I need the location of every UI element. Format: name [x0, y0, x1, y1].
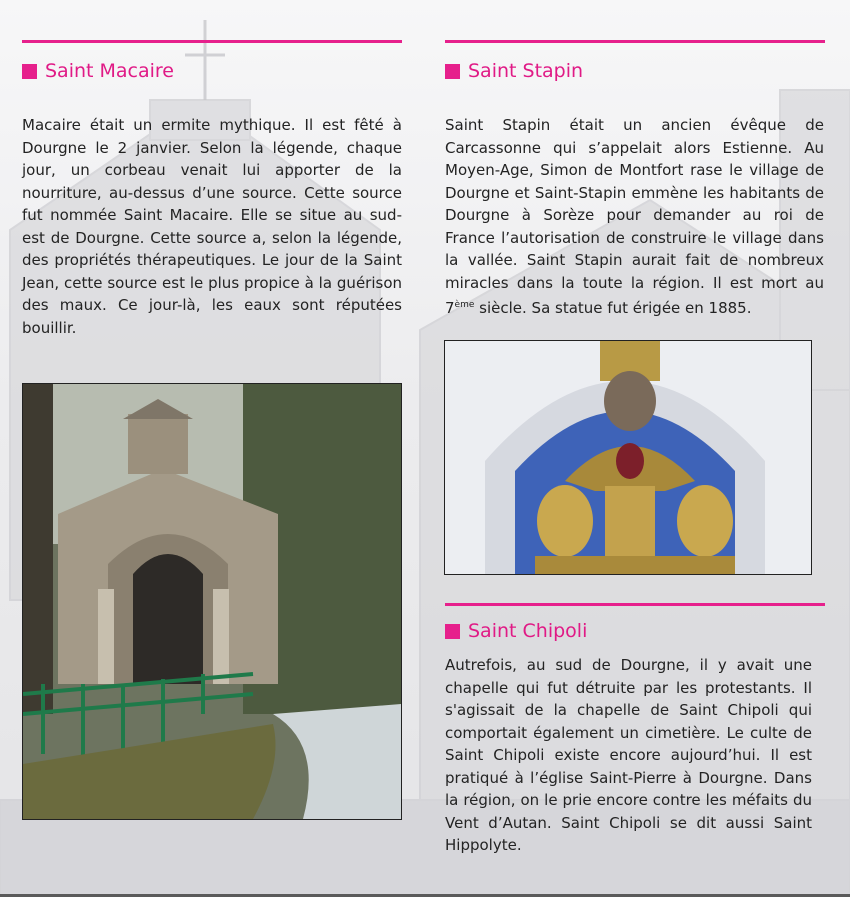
heading-text: Saint Chipoli	[468, 620, 588, 642]
paragraph-text: Saint Stapin était un ancien évêque de Carcassonne qui s’appelait alors Estienne. Au Moyen-Age, Simon de Montfort rase le village de Dourgne et Saint-Stapin emmène les habitants de Dourgne à Sorèze pour demander au roi de France l’autorisation de construire le village dans la vallée. Saint Stapin aurait fait de nombreux miracles dans la toute la région. Il est mort au 7	[445, 116, 824, 317]
heading-saint-macaire	[22, 60, 174, 82]
paragraph-text-end: siècle. Sa statue fut érigée en 1885.	[474, 299, 752, 317]
heading-square-icon	[445, 624, 460, 639]
superscript-ordinal: ème	[454, 300, 475, 310]
right-bottom-heading-rule	[445, 603, 825, 606]
paragraph-saint-macaire: Macaire était un ermite mythique. Il est fêté à Dourgne le 2 janvier. Selon la légende, chaque jour, un corbeau venait lui apporter de la nourriture, au-dessus d’une source. Cette source fut nommée Saint Macaire. Elle se situe au sud-est de Dourgne. Cette source a, selon la légende, des propriétés thérapeutiques. Le jour de la Saint Jean, cette source est le plus propice à la guérison des maux. Ce jour-là, les eaux sont réputées bouillir.	[22, 116, 402, 337]
heading-square-icon	[22, 64, 37, 79]
heading-square-icon	[445, 64, 460, 79]
heading-text: Saint Macaire	[45, 60, 175, 82]
paragraph-saint-stapin	[445, 114, 824, 320]
statue-illustration	[445, 341, 811, 574]
right-top-heading-rule	[445, 40, 825, 43]
chapel-illustration	[23, 384, 401, 819]
heading-saint-stapin	[445, 60, 583, 82]
heading-text: Saint Stapin	[468, 60, 584, 82]
photo-statue-saint-stapin	[444, 340, 812, 575]
left-heading-rule	[22, 40, 402, 43]
photo-chapelle-saint-macaire	[22, 383, 402, 820]
paragraph-saint-chipoli: Autrefois, au sud de Dourgne, il y avait une chapelle qui fut détruite par les protestants. Il s'agissait de la chapelle de Saint Chipoli qui comportait également un cimetière. Le culte de Saint Chipoli existe encore aujourd’hui. Il est pratiqué à l’église Saint-Pierre à Dourgne. Dans la région, on le prie encore contre les méfaits du Vent d’Autan. Saint Chipoli se dit aussi Saint Hippolyte.	[445, 656, 812, 854]
heading-saint-chipoli	[445, 620, 587, 642]
